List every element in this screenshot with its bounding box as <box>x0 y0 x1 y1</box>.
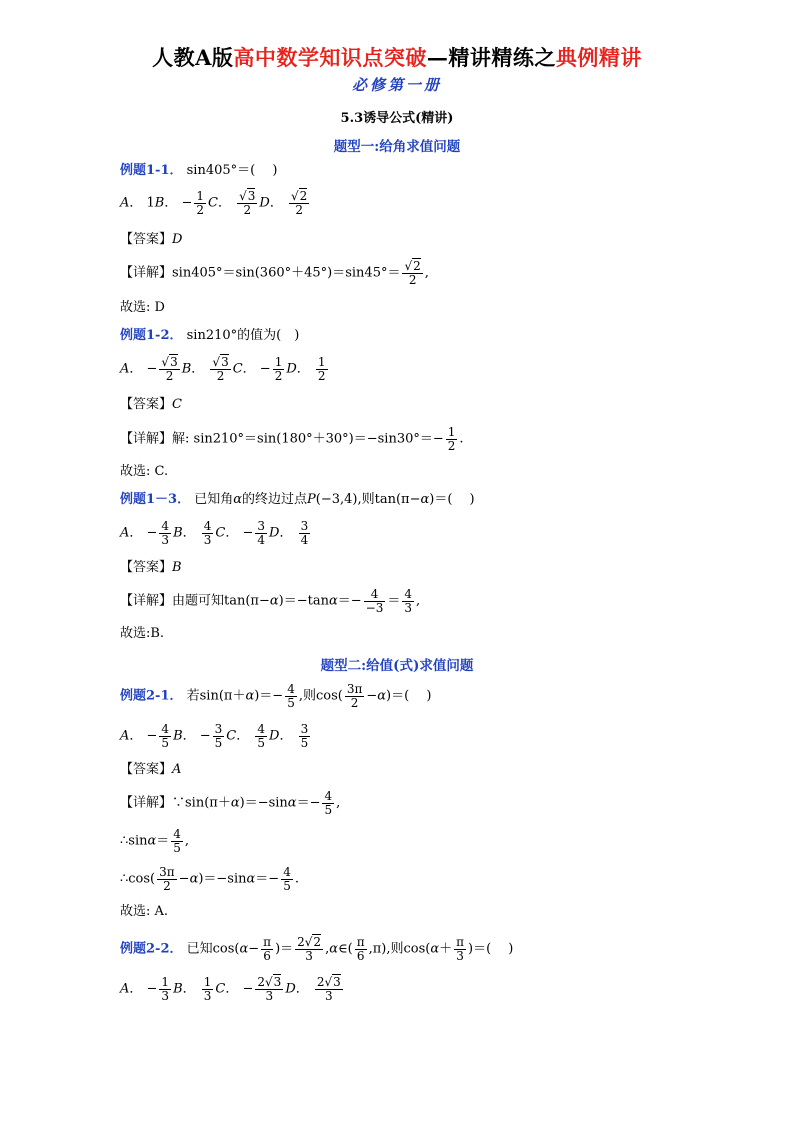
answer-1-3: 【答案】B <box>120 560 182 575</box>
options-1-1: A． 1B． − $\frac{1}{2}$ C． $\frac{√3}{2}$ D． $\frac{√2}{2}$ <box>120 189 308 217</box>
detail-2-1-a: 【详解】∵sin(π＋α)＝−sinα＝− $\frac{4}{5}$ , <box>120 789 341 817</box>
detail-1-2: 【详解】解: sin210°＝sin(180°＋30°)＝−sin30°＝− $\frac{1}{2}$ . <box>120 425 464 453</box>
example-label: 例题1-2． <box>120 328 183 343</box>
title-part-3: —精讲精练之 <box>426 45 556 70</box>
example-label: 例题2-2． <box>120 941 183 957</box>
options-1-3: A． − $\frac{4}{3}$ B． $\frac{4}{3}$ C． − $\frac{3}{4}$ D． $\frac{3}{4}$ <box>120 519 309 547</box>
example-2-2: 例题2-2． 已知cos(α− $\frac{\pi}{6}$ )＝ $\frac{2√2}{3}$ ,α∈( $\frac{\pi}{6}$ ,π),则cos(α＋ $\frac{\pi}{3}$ )＝( ) <box>120 935 514 963</box>
answer-1-1: 【答案】D <box>120 232 183 247</box>
options-2-2: A． − $\frac{1}{3}$ B． $\frac{1}{3}$ C． − $\frac{2√3}{3}$ D． $\frac{2√3}{3}$ <box>120 975 341 1003</box>
section-title: 5.3诱导公式(精讲) <box>340 111 454 126</box>
detail-1-3: 【详解】由题可知tan(π−α)＝−tanα＝− $\frac{4}{-3}$ ＝ $\frac{4}{3}$ , <box>120 587 421 615</box>
example-1-2: 例题1-2． sin210°的值为( ) <box>120 328 300 343</box>
choose-1-1: 故选: D <box>120 300 165 315</box>
detail-1-1: 【详解】sin405°＝sin(360°＋45°)＝sin45°＝ $\frac{√2}{2}$ , <box>120 259 429 287</box>
options-1-2: A． − $\frac{√3}{2}$ B． $\frac{√3}{2}$ C． − $\frac{1}{2}$ D． $\frac{1}{2}$ <box>120 355 326 383</box>
choose-1-3: 故选:B. <box>120 626 165 641</box>
choose-1-2: 故选: C. <box>120 464 169 479</box>
example-label: 例题1-1． <box>120 163 183 178</box>
subtitle: 必修第一册 <box>351 76 442 94</box>
example-label: 例题1－3． <box>120 492 191 507</box>
title-part-4: 典例精讲 <box>555 45 642 70</box>
detail-2-1-c: ∴cos( $\frac{3\pi}{2}$ −α)＝−sinα＝− $\frac{4}{5}$ . <box>120 865 299 893</box>
page-title <box>0 42 794 72</box>
example-label: 例题2-1． <box>120 688 183 704</box>
example-1-1: 例题1-1． sin405°＝( ) <box>120 163 278 178</box>
heading-type-2: 题型二:给值(式)求值问题 <box>320 658 474 674</box>
title-part-1: 人教A版 <box>152 45 234 70</box>
detail-2-1-b: ∴sinα＝ $\frac{4}{5}$ , <box>120 827 190 855</box>
heading-type-1: 题型一:给角求值问题 <box>333 139 461 155</box>
title-part-2: 高中数学知识点突破 <box>233 45 427 70</box>
example-1-3: 例题1－3． 已知角α的终边过点P(−3,4),则tan(π−α)＝( ) <box>120 492 475 507</box>
options-2-1: A． − $\frac{4}{5}$ B． − $\frac{3}{5}$ C． $\frac{4}{5}$ D． $\frac{3}{5}$ <box>120 722 309 750</box>
example-2-1: 例题2-1． 若sin(π＋α)＝− $\frac{4}{5}$ ,则cos( $\frac{3\pi}{2}$ −α)＝( ) <box>120 682 432 710</box>
answer-2-1: 【答案】A <box>120 762 182 777</box>
answer-1-2: 【答案】C <box>120 397 182 412</box>
choose-2-1: 故选: A. <box>120 904 169 919</box>
